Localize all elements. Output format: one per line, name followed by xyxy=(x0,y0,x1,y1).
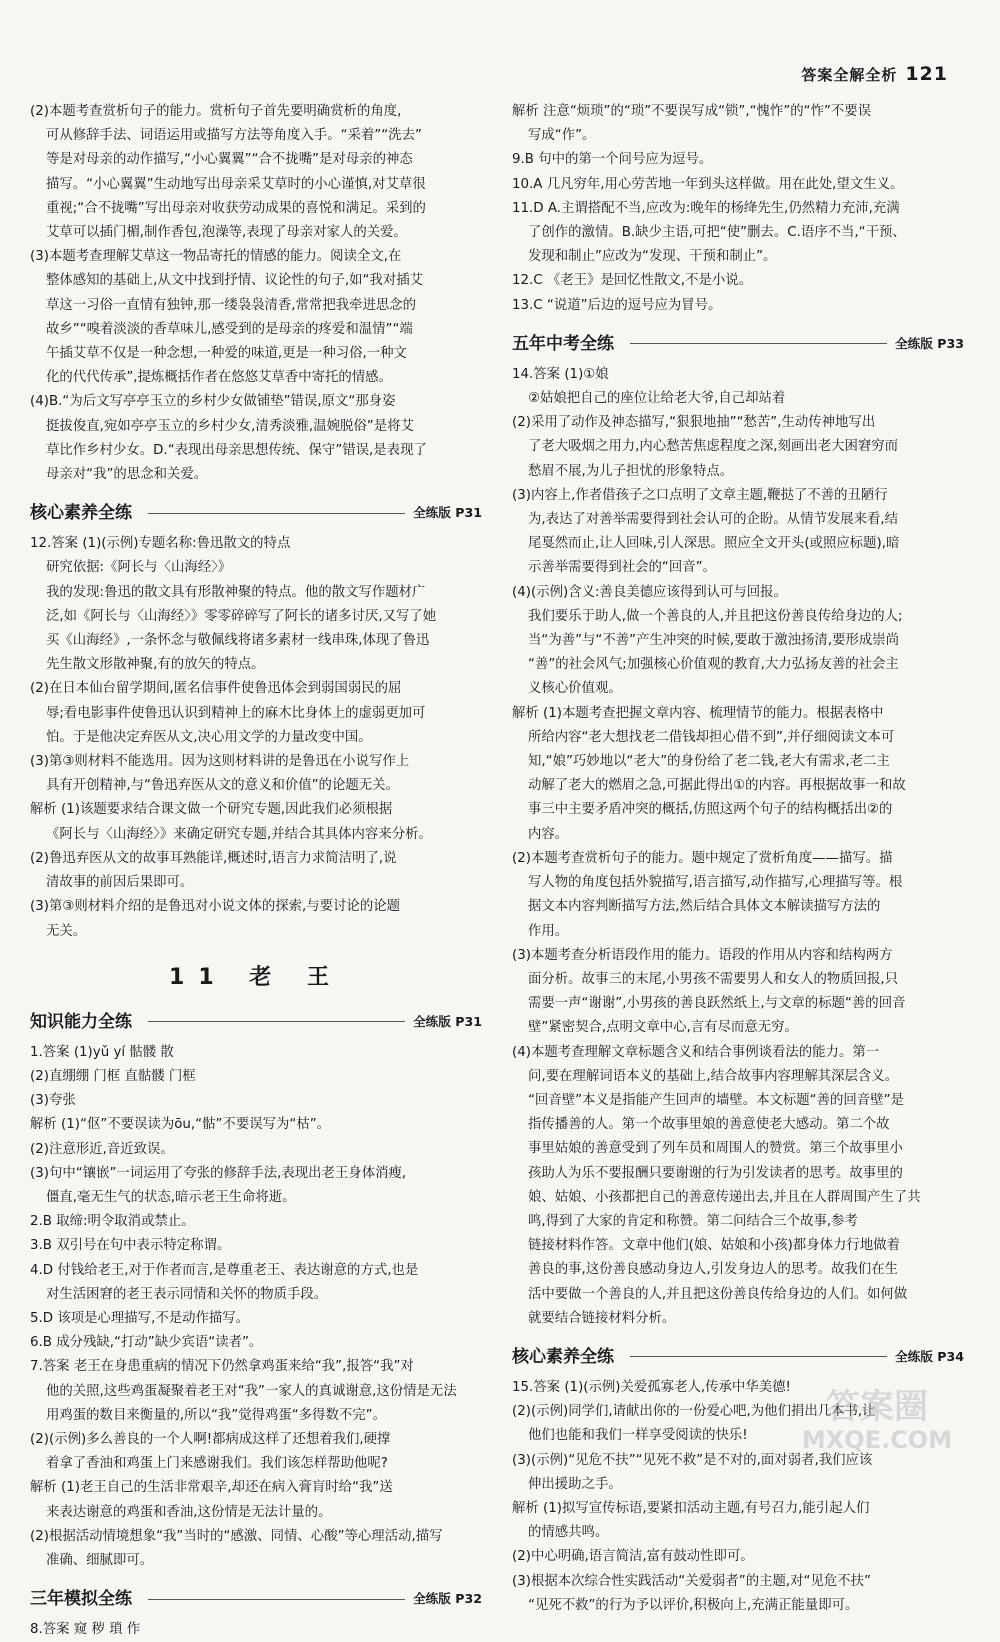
text-line: 发现和制止”应改为“发现、干预和制止”。 xyxy=(528,249,777,265)
text-line: 活中要做一个善良的人,并且把这份善良传给身边的人们。如何做 xyxy=(528,1286,908,1302)
left-top-block xyxy=(30,100,482,487)
text-line: 《阿长与〈山海经〉》来确定研究专题,并结合其具体内容来分析。 xyxy=(46,826,432,842)
text-line: (4)B.“为后文写亭亭玉立的乡村少女做铺垫”错误,原文“那身姿 xyxy=(30,394,396,410)
section-title: 核心素养全练 xyxy=(512,1346,614,1367)
text-line: 准确、细腻即可。 xyxy=(46,1552,154,1568)
section-title: 知识能力全练 xyxy=(30,1011,132,1032)
text-line: (2)中心明确,语言简洁,富有鼓动性即可。 xyxy=(512,1549,754,1565)
text-line: 先生散文形散神聚,有的放矢的特点。 xyxy=(46,657,265,673)
text-line: 母亲对“我”的思念和关爱。 xyxy=(46,467,208,483)
text-line: 午插艾草不仅是一种念想,一种爱的味道,更是一种习俗,一种文 xyxy=(46,346,407,362)
section-ref: 全练版 P31 xyxy=(413,505,482,521)
text-line: 面分析。故事三的末尾,小男孩不需要男人和女人的物质回报,只 xyxy=(528,971,899,987)
text-line: 解析 (1)该题要求结合课文做一个研究专题,因此我们必须根据 xyxy=(30,802,393,818)
text-line: 解析 注意“烦琐”的“琐”不要误写成“锁”,“愧怍”的“怍”不要误 xyxy=(512,104,872,119)
text-line: 鸣,得到了大家的肯定和称赞。第二问结合三个故事,参考 xyxy=(528,1213,858,1229)
text-line: 清故事的前因后果即可。 xyxy=(46,875,194,891)
text-line: 我们要乐于助人,做一个善良的人,并且把这份善良传给身边的人; xyxy=(528,608,903,624)
text-line: (3)夸张 xyxy=(30,1093,76,1109)
text-line: 12.C 《老王》是回忆性散文,不是小说。 xyxy=(512,273,753,289)
section-title: 五年中考全练 xyxy=(512,333,614,354)
left-column xyxy=(30,100,482,1642)
text-line: 壁”紧密契合,点明文章中心,言有尽而意无穷。 xyxy=(528,1020,798,1036)
text-line: 6.B 成分残缺,“打动”缺少宾语“读者”。 xyxy=(30,1335,263,1351)
text-line: (2)本题考查赏析句子的能力。题中规定了赏析角度——描写。描 xyxy=(512,850,893,866)
text-line: 作用。 xyxy=(528,923,569,939)
text-line: 5.D 该项是心理描写,不是动作描写。 xyxy=(30,1310,250,1326)
text-line: (2)本题考查赏析句子的能力。赏析句子首先要明确赏析的角度, xyxy=(30,104,402,119)
page-header xyxy=(801,62,948,87)
text-line: 善良的事,这份善良感动身边人,引发身边人的思考。故我们在生 xyxy=(528,1262,899,1278)
text-line: (2)根据活动情境想象“我”当时的“感激、同情、心酸”等心理活动,描写 xyxy=(30,1528,443,1544)
text-line: “善”的社会风气;加强核心价值观的教育,大力弘扬友善的社会主 xyxy=(528,657,899,673)
text-line: (2)在日本仙台留学期间,匿名信事件使鲁迅体会到弱国弱民的屈 xyxy=(30,681,402,697)
text-line: 写人物的角度包括外貌描写,语言描写,动作描写,心理描写等。根 xyxy=(528,875,903,891)
text-line: 描写。“小心翼翼”生动地写出母亲采艾草时的小心谨慎,对艾草很 xyxy=(46,176,426,192)
text-line: 示善举需要得到社会的“回音”。 xyxy=(528,560,716,576)
text-line: 等是对母亲的动作描写,“小心翼翼”“合不拢嘴”是对母亲的神态 xyxy=(46,152,413,168)
text-line: 挺拔俊直,宛如亭亭玉立的乡村少女,清秀淡雅,温婉脱俗”是将艾 xyxy=(46,418,414,434)
text-line: 问,要在理解词语本义的基础上,结合故事内容理解其深层含义。 xyxy=(528,1068,899,1084)
section-divider xyxy=(148,1021,405,1022)
text-line: 4.D 付钱给老王,对于作者而言,是尊重老王、表达谢意的方式,也是 xyxy=(30,1262,419,1278)
text-line: 事三中主要矛盾冲突的概括,仿照这两个句子的结构概括出②的 xyxy=(528,802,893,818)
text-line: 内容。 xyxy=(528,826,569,842)
text-line: 着拿了香油和鸡蛋上门来感谢我们。我们该怎样帮助他呢? xyxy=(46,1456,388,1472)
text-line: (3)第③则材料介绍的是鲁迅对小说文体的探索,与要讨论的论题 xyxy=(30,899,400,915)
text-line: 了老大吸烟之用力,内心愁苦焦虑程度之深,刻画出老大困窘穷而 xyxy=(528,439,899,455)
answer-8: 8.答案 窥 秽 瑣 作 xyxy=(30,1622,141,1638)
text-line: 解析 (1)老王自己的生活非常艰辛,却还在病入膏肓时给“我”送 xyxy=(30,1480,393,1496)
section-header-five-year-p33 xyxy=(512,331,964,357)
text-line: 1.答案 (1)yǔ yí 骷髅 散 xyxy=(30,1044,174,1060)
text-line: 指传播善的人。第一个故事里娘的善意使老大感动。第二个故 xyxy=(528,1117,890,1133)
text-line: 具有开创精神,与“鲁迅弃医从文的意义和价值”的论题无关。 xyxy=(46,778,399,794)
text-line: (3)第③则材料不能选用。因为这则材料讲的是鲁迅在小说写作上 xyxy=(30,754,410,770)
section-divider xyxy=(630,343,887,344)
text-line: 娘、姑娘、小孩都把自己的善意传递出去,并且在人群周围产生了共 xyxy=(528,1189,921,1205)
text-line: 15.答案 (1)(示例)关爱孤寡老人,传承中华美德! xyxy=(512,1379,791,1395)
text-line: 14.答案 (1)①娘 xyxy=(512,366,609,382)
text-line: 3.B 双引号在句中表示特定称谓。 xyxy=(30,1238,231,1254)
text-line: 解析 (1)“伛”不要误读为ōu,“骷”不要误写为“枯”。 xyxy=(30,1117,331,1133)
section-ref: 全练版 P33 xyxy=(895,335,964,351)
answer-12-block xyxy=(30,532,482,943)
section-header-knowledge-p31 xyxy=(30,1009,482,1035)
text-line: 艾草可以插门楣,制作香包,泡澡等,表现了母亲对家人的关爱。 xyxy=(46,225,407,241)
section-divider xyxy=(148,513,405,514)
text-line: 可从修辞手法、词语运用或描写方法等角度入手。“采着”“洗去” xyxy=(46,128,422,144)
text-line: 辱;看电影事件使鲁迅认识到精神上的麻木比身体上的虚弱更加可 xyxy=(46,705,426,721)
text-line: 整体感知的基础上,从文中找到抒情、议论性的句子,如“我对插艾 xyxy=(46,273,423,289)
text-line: 事里姑娘的善意受到了列车员和周围人的赞赏。第三个故事里小 xyxy=(528,1141,903,1157)
text-line: 怕。于是他决定弃医从文,决心用文学的力量改变中国。 xyxy=(46,729,372,745)
section-header-core-literacy-p34 xyxy=(512,1344,964,1370)
text-line: 化的代代传承”,提炼概括作者在悠悠艾草香中寄托的情感。 xyxy=(46,370,392,386)
text-line: (2)鲁迅弃医从文的故事耳熟能详,概述时,语言力求简洁明了,说 xyxy=(30,850,397,866)
text-line: 所给内容“老大想找老二借钱却担心借不到”,并仔细阅读文本可 xyxy=(528,729,895,745)
text-line: 解析 (1)本题考查把握文章内容、梳理情节的能力。根据表格中 xyxy=(512,705,884,721)
text-line: 僵直,毫无生气的状态,暗示老王生命将逝。 xyxy=(46,1189,296,1205)
text-line: 买《山海经》,一条怀念与敬佩线将诸多素材一线串珠,体现了鲁迅 xyxy=(46,633,430,649)
section-ref: 全练版 P31 xyxy=(413,1013,482,1029)
section-header-three-year-p32 xyxy=(30,1586,482,1612)
text-line: 草比作乡村少女。D.“表现出母亲思想传统、保守”错误,是表现了 xyxy=(46,442,427,458)
watermark-text: 答案圈 xyxy=(826,1387,928,1427)
section-divider xyxy=(630,1356,887,1357)
text-line: 孩助人为乐不要报酬只要谢谢的行为引发读者的思考。故事里的 xyxy=(528,1165,903,1181)
text-line: (4)(示例)含义:善良美德应该得到认可与回报。 xyxy=(512,584,787,600)
text-line: 知,“娘”巧妙地以“老大”的身份给了老二钱,老大有需求,老二主 xyxy=(528,754,890,770)
right-top-block xyxy=(512,100,964,318)
text-line: 10.A 几凡穷年,用心劳苦地一年到头这样做。用在此处,望文生义。 xyxy=(512,176,904,192)
text-line: (2)注意形近,音近致误。 xyxy=(30,1141,174,1157)
text-line: 重视;“合不拢嘴”写出母亲对收获劳动成果的喜悦和满足。采到的 xyxy=(46,200,426,216)
page-number: 121 xyxy=(905,63,948,85)
text-line: “见死不救”的行为予以评价,积极向上,充满正能量即可。 xyxy=(528,1597,859,1613)
text-line: 的情感共鸣。 xyxy=(528,1525,609,1541)
text-line: (2)直绷绷 门框 直骷髅 门框 xyxy=(30,1068,196,1084)
text-line: 伸出援助之手。 xyxy=(528,1476,622,1492)
header-label: 答案全解全析 xyxy=(801,66,898,84)
section-divider xyxy=(148,1599,405,1600)
text-line: 他的关照,这些鸡蛋凝聚着老王对“我”一家人的真诚谢意,这份情是无法 xyxy=(46,1383,457,1399)
text-line: 链接材料作答。文章中他们(娘、姑娘和小孩)都身体力行地做着 xyxy=(528,1238,900,1254)
text-line: 了创作的激情。B.缺少主语,可把“使”删去。C.语序不当,“干预、 xyxy=(528,225,906,241)
text-line: 当“为善”与“不善”产生冲突的时候,要敢于激浊扬清,要形成崇尚 xyxy=(528,633,900,649)
answer-14-block xyxy=(512,363,964,1331)
text-line: 他们也能和我们一样享受阅读的快乐! xyxy=(528,1428,748,1444)
text-line: 13.C “说道”后边的逗号应为冒号。 xyxy=(512,297,722,313)
text-line: 写成“作”。 xyxy=(528,128,596,144)
text-line: “回音壁”本义是指能产生回声的墙壁。本文标题“善的回音壁”是 xyxy=(528,1092,904,1108)
section-ref: 全练版 P34 xyxy=(895,1348,964,1364)
text-line: 泛,如《阿长与〈山海经〉》零零碎碎写了阿长的诸多讨厌,又写了她 xyxy=(46,608,437,624)
text-line: 2.B 取缔:明令取消或禁止。 xyxy=(30,1214,195,1230)
text-line: 据文本内容判断描写方法,然后结合具体文本解读描写方法的 xyxy=(528,899,881,915)
text-line: 无关。 xyxy=(46,923,87,939)
text-line: 我的发现:鲁迅的散文具有形散神聚的特点。他的散文写作题材广 xyxy=(46,584,426,600)
section-title: 三年模拟全练 xyxy=(30,1589,132,1610)
text-line: (2)(示例)同学们,请献出你的一份爱心吧,为他们捐出几本书,让 xyxy=(512,1404,876,1420)
text-line: (3)(示例)“见危不扶”“见死不救”是不对的,面对弱者,我们应该 xyxy=(512,1452,873,1468)
text-line: 需要一声“谢谢”,小男孩的善良跃然纸上,与文章的标题“善的回音 xyxy=(528,996,906,1012)
answers-1-7-block xyxy=(30,1041,482,1573)
text-line: (3)本题考查理解艾草这一物品寄托的情感的能力。阅读全文,在 xyxy=(30,249,402,265)
watermark-subtext: MXQE.COM xyxy=(801,1426,953,1454)
text-line: 解析 (1)拟写宣传标语,要紧扣活动主题,有号召力,能引起人们 xyxy=(512,1500,870,1516)
text-line: (2)(示例)多么善良的一个人啊!都病成这样了还想着我们,硬撑 xyxy=(30,1431,391,1447)
text-line: 愁眉不展,为儿子担忧的形象特点。 xyxy=(528,463,734,479)
text-line: 为,表达了对善举需要得到社会认可的企盼。从情节发展来看,结 xyxy=(528,512,899,528)
text-line: 对生活困窘的老王表示同情和关怀的物质手段。 xyxy=(46,1286,328,1302)
text-line: ②姑娘把自己的座位让给老大爷,自己却站着 xyxy=(528,391,786,407)
text-line: 动解了老大的燃眉之急,可据此得出①的内容。再根据故事一和故 xyxy=(528,778,906,794)
text-line: 来表达谢意的鸡蛋和香油,这份情是无法计量的。 xyxy=(46,1504,332,1520)
text-line: 7.答案 老王在身患重病的情况下仍然拿鸡蛋来给“我”,报答“我”对 xyxy=(30,1359,414,1375)
text-line: 就要结合链接材料分析。 xyxy=(528,1310,676,1326)
text-line: (3)本题考查分析语段作用的能力。语段的作用从内容和结构两方 xyxy=(512,947,893,963)
text-line: (3)根据本次综合性实践活动“关爱弱者”的主题,对“见危不扶” xyxy=(512,1573,871,1589)
text-line: 义核心价值观。 xyxy=(528,681,622,697)
text-line: (4)本题考查理解文章标题含义和结合事例谈看法的能力。第一 xyxy=(512,1044,880,1060)
text-line: 9.B 句中的第一个问号应为逗号。 xyxy=(512,152,713,168)
text-line: 故乡”“嗅着淡淡的香草味儿,感受到的是母亲的疼爱和温情”“端 xyxy=(46,321,413,337)
section-ref: 全练版 P32 xyxy=(413,1591,482,1607)
text-line: (2)采用了动作及神态描写,“狠狠地抽”“愁苦”,生动传神地写出 xyxy=(512,415,876,431)
text-line: 用鸡蛋的数目来衡量的,所以“我”觉得鸡蛋“多得数不完”。 xyxy=(46,1407,386,1423)
text-line: 11.D A.主谓搭配不当,应改为:晚年的杨绛先生,仍然精力充沛,充满 xyxy=(512,200,900,216)
text-line: 尾戛然而止,让人回味,引人深思。照应全文开头(或照应标题),暗 xyxy=(528,536,900,552)
section-title: 核心素养全练 xyxy=(30,503,132,524)
watermark-logo xyxy=(782,1378,972,1456)
text-line: 研究依据:《阿长与〈山海经〉》 xyxy=(46,560,232,576)
text-line: (3)内容上,作者借孩子之口点明了文章主题,鞭挞了不善的丑陋行 xyxy=(512,487,888,503)
text-line: 12.答案 (1)(示例)专题名称:鲁迅散文的特点 xyxy=(30,536,291,552)
text-line: 草这一习俗一直情有独钟,那一缕袅袅清香,常常把我牵进思念的 xyxy=(46,297,417,313)
text-line: (3)句中“镶嵌”一词运用了夸张的修辞手法,表现出老王身体消瘦, xyxy=(30,1165,407,1181)
chapter-title: 11 老 王 xyxy=(169,964,343,990)
section-header-core-literacy-p31 xyxy=(30,500,482,526)
